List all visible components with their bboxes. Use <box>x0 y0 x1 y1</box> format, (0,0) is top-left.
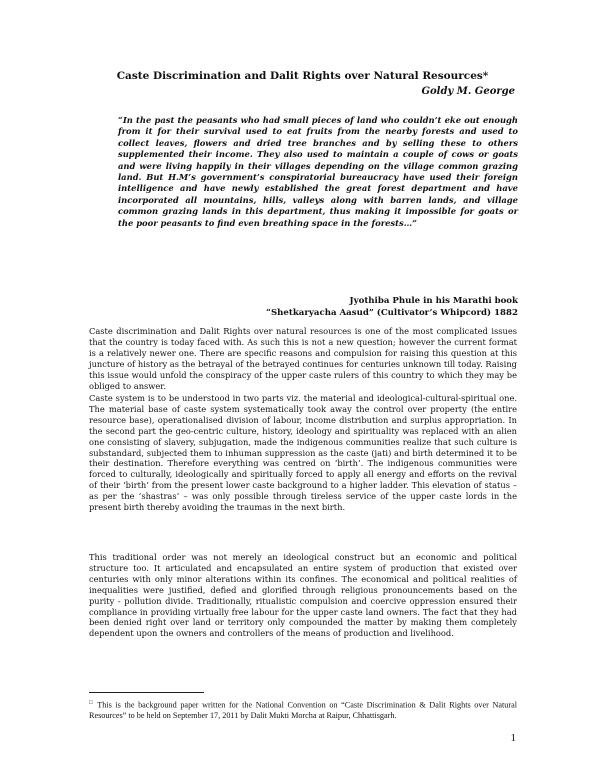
body-paragraph-3: This traditional order was not merely an ideological construct but an economic and political structure too. It articulated and encapsulated an entire system of production that existed over centuries with only minor alterations within its confines. The economical and political realities of inequalities were justified, defied and glorified through religious pronouncements based on the purity - pollution divide. Traditionally, ritualistic compulsion and coercive oppression ensured their compliance in providing virtually free labour for the upper caste land owners. The fact that they had been denied right over land or territory only compounded the matter by making them completely dependent upon the owners and controllers of the means of production and livelihood. <box>89 552 517 639</box>
author-name: Goldy M. George <box>421 86 515 97</box>
footnote <box>89 698 517 721</box>
epigraph-attribution-source: “Shetkaryacha Aasud” (Cultivator’s Whipcord) 1882 <box>266 308 518 318</box>
footnote-text: This is the background paper written for the National Convention on “Caste Discrimination & Dalit Rights over Natural Resources” to be held on September 17, 2011 by Dalit Mukti Morcha at Raipur, Chhattisgarh. <box>89 700 518 720</box>
document-title: Caste Discrimination and Dalit Rights over Natural Resources* <box>116 70 489 82</box>
epigraph-attribution-author: Jyothiba Phule in his Marathi book <box>349 296 518 306</box>
footnote-marker: □ <box>89 700 95 706</box>
epigraph-quote: “In the past the peasants who had small pieces of land who couldn’t eke out enough from it for their survival used to eat fruits from the nearby forests and used to collect leaves, flowers and dried tree branches and by selling these to others supplemented their income. They also used to maintain a couple of cows or goats and were living happily in their villages depending on the village common grazing land. But H.M’s government’s conspiratorial bureaucracy have used their foreign intelligence and have newly established the great forest department and have incorporated all mountains, hills, valleys along with barren lands, and village common grazing lands in this department, thus making it impossible for goats or the poor peasants to find even breathing space in the forests…” <box>118 115 518 228</box>
body-paragraph-1: Caste discrimination and Dalit Rights over natural resources is one of the most complicated issues that the country is today faced with. As such this is not a new question; however the current format is a relatively newer one. There are specific reasons and compulsion for raising this question at this juncture of history as the betrayal of the betrayed continues for centuries unknown till today. Raising this issue would unfold the conspiracy of the upper caste rulers of this country to which they may be obliged to answer. <box>89 326 517 391</box>
page-number: 1 <box>510 732 516 744</box>
footnote-divider <box>89 692 204 693</box>
body-paragraph-2: Caste system is to be understood in two parts viz. the material and ideological-cultural-spiritual one. The material base of caste system systematically took away the control over property (the entire resource base), operationalised division of labour, income distribution and surplus appropriation. In the second part the geo-centric culture, history, ideology and spirituality was replaced with an alien one consisting of slavery, subjugation, made the indigenous communities realize that such culture is substandard, subjected them to inhuman suppression as the caste (jati) and birth determined it to be their destination. Therefore everything was centred on ‘birth’. The indigenous communities were forced to culturally, ideologically and spiritually forced to apply all energy and efforts on the revival of their ‘birth’ from the present lower caste background to a higher ladder. This elevation of status – as per the ‘shastras’ – was only possible through tireless service of the upper caste lords in the present birth thereby avoiding the traumas in the next birth. <box>89 393 517 513</box>
